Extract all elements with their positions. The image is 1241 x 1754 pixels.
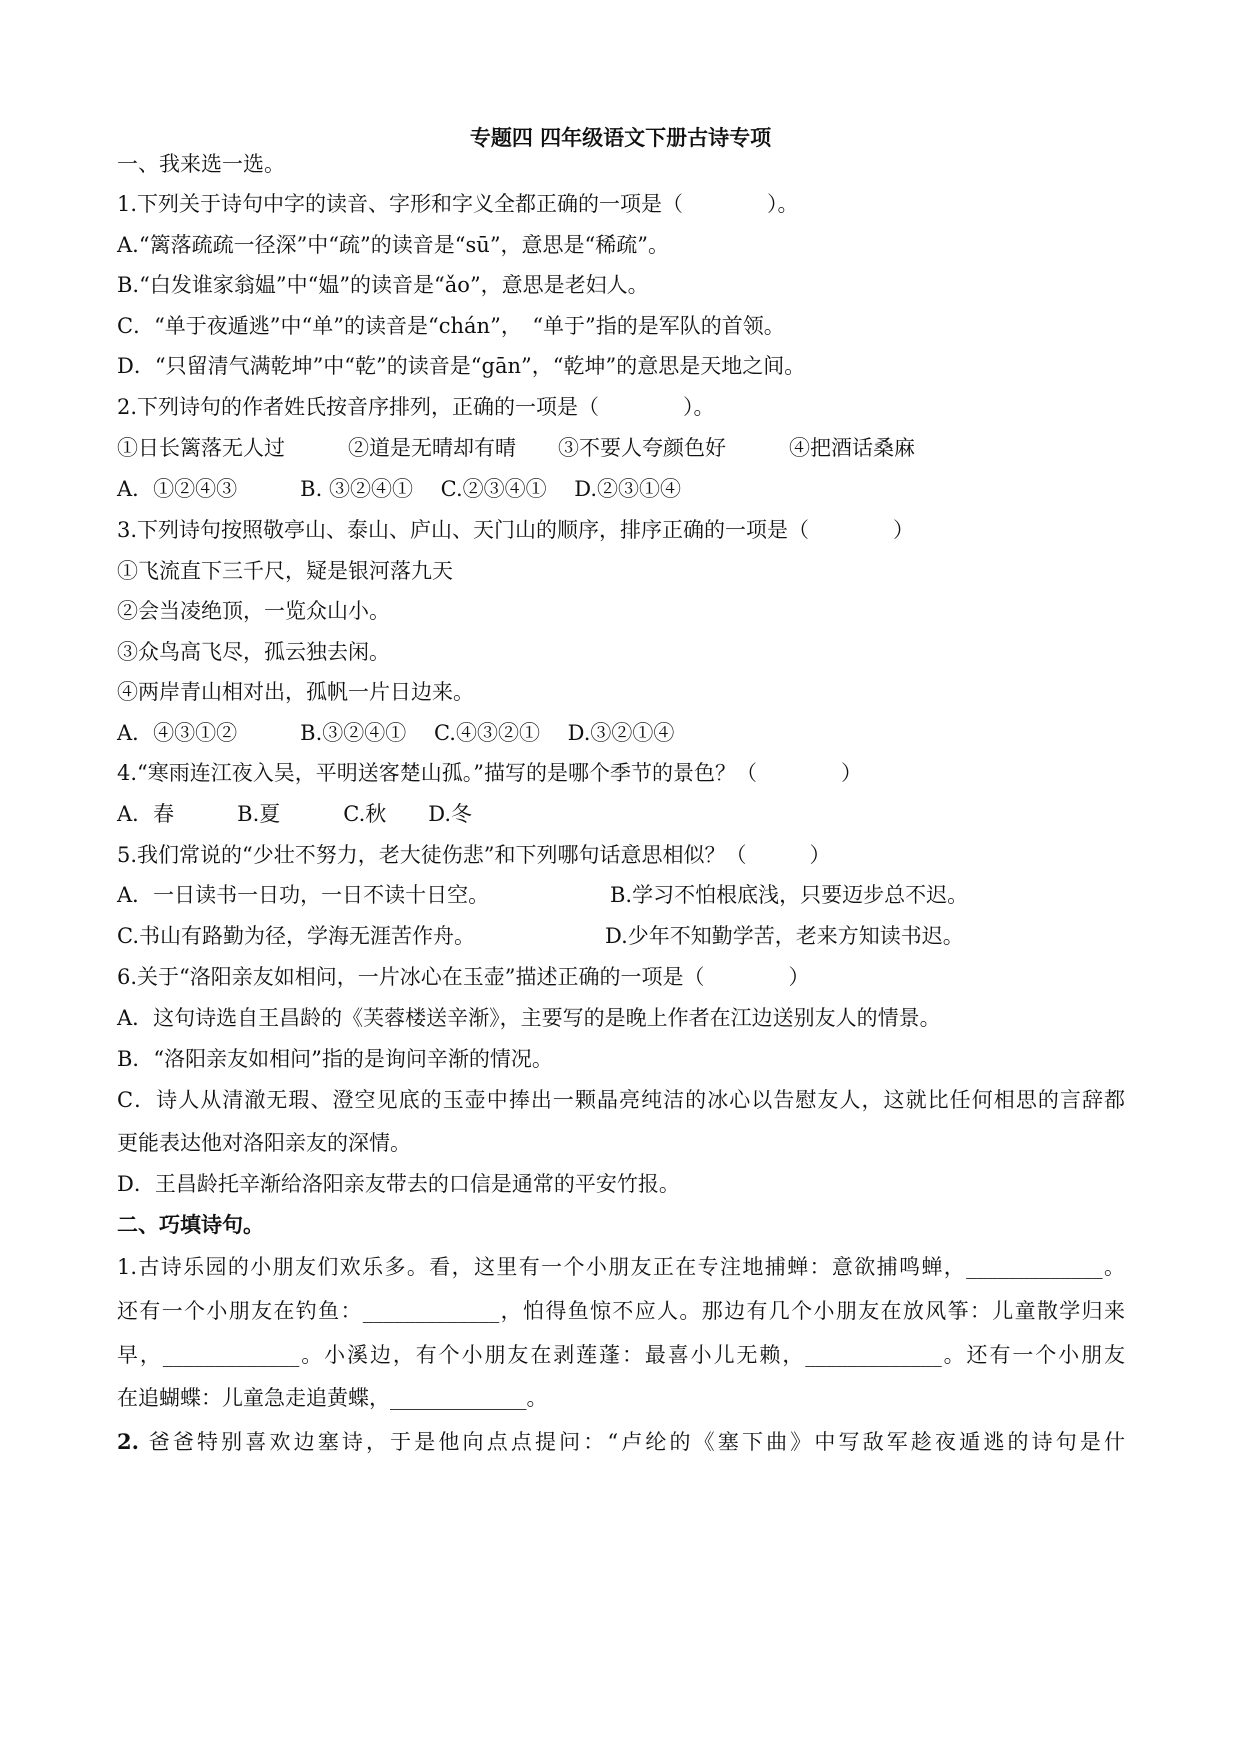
poem-line: ②会当凌绝顶，一览众山小。 (117, 599, 390, 623)
question-number: 2. (117, 1429, 139, 1454)
question-stem: 5.我们常说的“少壮不努力，老大徒伤悲”和下列哪句话意思相似？（ ） (117, 843, 831, 867)
option-d: D.少年不知勤学苦，老来方知读书迟。 (605, 924, 964, 948)
question-stem (117, 1428, 1125, 1456)
answer-choices: A．④③①② B.③②④① C.④③②① D.③②①④ (117, 721, 675, 745)
answer-choices: A．春 B.夏 C.秋 D.冬 (117, 802, 473, 826)
option-a: A．这句诗选自王昌龄的《芙蓉楼送辛渐》，主要写的是晚上作者在江边送别友人的情景。 (117, 1006, 941, 1030)
fill-in-line: 1.古诗乐园的小朋友们欢乐多。看，这里有一个小朋友正在专注地捕蝉：意欲捕鸣蝉，_____________。 (117, 1255, 1125, 1279)
answer-choices: A．①②④③ B. ③②④① C.②③④① D.②③①④ (117, 477, 682, 501)
question-stem: 3.下列诗句按照敬亭山、泰山、庐山、天门山的顺序，排序正确的一项是（ ） (117, 518, 915, 542)
question-stem: 4.“寒雨连江夜入吴，平明送客楚山孤。”描写的是哪个季节的景色？（ ） (117, 761, 863, 785)
poem-line: ④两岸青山相对出，孤帆一片日边来。 (117, 680, 474, 704)
option-a: A．一日读书一日功，一日不读十日空。 (117, 883, 490, 907)
section-heading: 一、我来选一选。 (117, 152, 285, 176)
option-b: B.学习不怕根底浅，只要迈步总不迟。 (610, 883, 969, 907)
poem-line: ①飞流直下三千尺，疑是银河落九天 (117, 559, 453, 583)
option-c: C．“单于夜遁逃”中“单”的读音是“chán”， “单于”指的是军队的首领。 (117, 314, 785, 338)
option-a: A.“篱落疏疏一径深”中“疏”的读音是“sū”，意思是“稀疏”。 (117, 233, 670, 257)
option-d: D．“只留清气满乾坤”中“乾”的读音是“gān”，“乾坤”的意思是天地之间。 (117, 354, 806, 378)
question-stem: 1.下列关于诗句中字的读音、字形和字义全都正确的一项是（ ）。 (117, 192, 799, 216)
section-heading: 二、巧填诗句。 (117, 1212, 264, 1237)
fill-in-line: 早，_____________。小溪边，有个小朋友在剥莲蓬：最喜小儿无赖，_____________。还有一个小朋友 (117, 1343, 1125, 1367)
poem-options-line: ①日长篱落无人过 ②道是无晴却有晴 ③不要人夸颜色好 ④把酒话桑麻 (117, 436, 915, 460)
question-stem: 6.关于“洛阳亲友如相问，一片冰心在玉壶”描述正确的一项是（ ） (117, 965, 810, 989)
poem-line: ③众鸟高飞尽，孤云独去闲。 (117, 640, 390, 664)
fill-in-line: 在追蝴蝶：儿童急走追黄蝶，_____________。 (117, 1386, 548, 1410)
option-b: B.“白发谁家翁媪”中“媪”的读音是“ǎo”，意思是老妇人。 (117, 273, 649, 297)
question-stem: 2.下列诗句的作者姓氏按音序排列，正确的一项是（ ）。 (117, 395, 715, 419)
page-title: 专题四 四年级语文下册古诗专项 (469, 125, 772, 150)
option-c: C．诗人从清澈无瑕、澄空见底的玉壶中捧出一颗晶亮纯洁的冰心以告慰友人，这就比任何相思的言辞都 (117, 1088, 1125, 1112)
option-c-continued: 更能表达他对洛阳亲友的深情。 (117, 1131, 411, 1155)
option-d: D．王昌龄托辛渐给洛阳亲友带去的口信是通常的平安竹报。 (117, 1172, 680, 1196)
option-c: C.书山有路勤为径，学海无涯苦作舟。 (117, 924, 475, 948)
fill-in-line: 还有一个小朋友在钓鱼：_____________，怕得鱼惊不应人。那边有几个小朋友在放风筝：儿童散学归来 (117, 1299, 1125, 1323)
option-b: B．“洛阳亲友如相问”指的是询问辛渐的情况。 (117, 1047, 553, 1071)
question-text: 爸爸特别喜欢边塞诗，于是他向点点提问：“卢纶的《塞下曲》中写敌军趁夜遁逃的诗句是什 (148, 1430, 1126, 1454)
